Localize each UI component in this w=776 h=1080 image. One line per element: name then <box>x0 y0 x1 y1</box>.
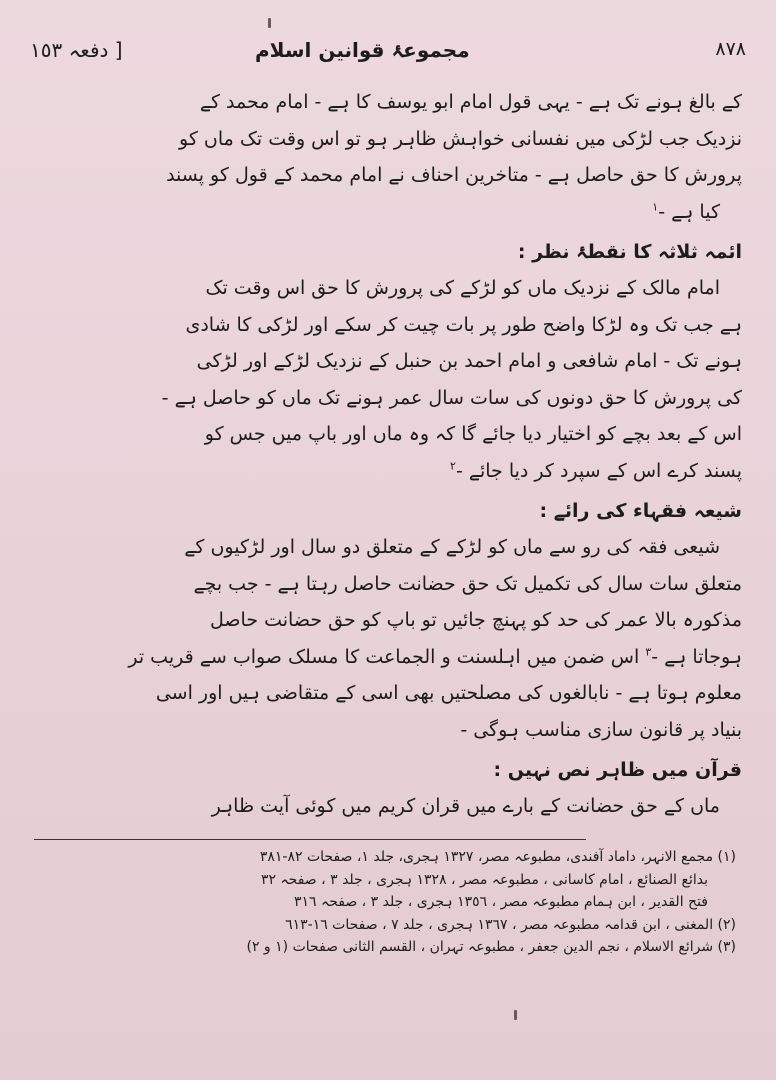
text-line: کی پرورش کا حق دونوں کی سات سال عمر ہونے تک ماں کو حاصل ہے - <box>161 386 742 409</box>
text-line: نزدیک جب لڑکی میں نفسانی خواہش ظاہر ہو تو اس وقت تک ماں کو <box>179 127 742 150</box>
text-line: ہے جب تک وہ لڑکا واضح طور پر بات چیت کر سکے اور لڑکی کا شادی <box>185 313 742 336</box>
footnote-2: (٢) المغنی ، ابن قدامہ مطبوعہ مصر ، ١٣٦٧ ہجری ، جلد ٧ ، صفحات ١٦-٦١٣ <box>285 916 736 933</box>
text-fragment: ہوجاتا ہے - <box>651 645 742 668</box>
heading-aimma-thalatha: ائمہ ثلاثہ کا نقطۂ نظر : <box>517 241 742 263</box>
footnote-ref-1: ١ <box>652 200 659 214</box>
text-line: کے بالغ ہونے تک ہے - یہی قول امام ابو یوسف کا ہے - امام محمد کے <box>199 91 742 113</box>
text-line: ماں کے حق حضانت کے بارے میں قران کریم میں کوئی آیت ظاہر <box>211 795 720 817</box>
footnote-1-continued: فتح القدیر ، ابن ہمام مطبوعہ مصر ، ١٣٥٦ ہجری ، جلد ٣ ، صفحہ ٣١٦ <box>294 894 708 910</box>
footnote-ref-2: ٢ <box>450 459 456 473</box>
text-line: متعلق سات سال کی تکمیل تک حق حضانت حاصل رہتا ہے - جب بچے <box>193 572 742 595</box>
text-line <box>34 194 742 231</box>
print-speck <box>268 18 271 28</box>
text-line: اس کے بعد بچے کو اختیار دیا جائے گا کہ وہ ماں اور باپ میں جس کو <box>204 423 742 445</box>
text-fragment: پسند کرے اس کے سپرد کر دیا جائے - <box>455 459 742 482</box>
text-line: معلوم ہوتا ہے - نابالغوں کی مصلحتیں بھی اسی کے متقاضی ہیں اور اسی <box>155 682 742 704</box>
text-line: امام مالک کے نزدیک ماں کو لڑکے کی پرورش کا حق اس وقت تک <box>205 277 720 299</box>
body-text <box>34 84 742 825</box>
text-fragment: کیا ہے - <box>658 200 720 223</box>
text-fragment: اس ضمن میں اہلسنت و الجماعت کا مسلک صواب سے قریب تر <box>128 645 640 668</box>
text-line <box>34 639 742 676</box>
text-line: ہونے تک - امام شافعی و امام احمد بن حنبل کے نزدیک لڑکے اور لڑکی <box>196 350 742 372</box>
paragraph-3 <box>34 529 742 748</box>
page-number: ٨٧٨ <box>715 38 746 60</box>
paragraph-2 <box>34 270 742 489</box>
footnote-ref-3: ٣ <box>645 645 652 659</box>
paragraph-4 <box>34 788 742 825</box>
footnote-divider <box>34 839 586 840</box>
book-title: مجموعۂ قوانین اسلام <box>255 38 470 62</box>
section-label: [ دفعہ ١٥٣ <box>30 38 123 62</box>
running-header <box>30 38 746 72</box>
footnotes <box>34 846 736 959</box>
heading-quran-nass: قرآن میں ظاہر نص نہیں : <box>493 759 742 781</box>
print-speck <box>514 1010 517 1020</box>
footnote-1-continued: بدائع الصنائع ، امام کاسانی ، مطبوعہ مصر ، ١٣٢٨ ہجری ، جلد ٣ ، صفحہ ٣٢ <box>260 871 708 888</box>
paragraph-1 <box>34 84 742 230</box>
text-line <box>34 453 742 490</box>
text-line: پرورش کا حق حاصل ہے - متاخرین احناف نے امام محمد کے قول کو پسند <box>166 164 742 186</box>
text-line: مذکورہ بالا عمر کی حد کو پہنچ جائیں تو باپ کو حق حضانت حاصل <box>210 609 742 631</box>
footnote-3: (٣) شرائع الاسلام ، نجم الدین جعفر ، مطبوعہ تہران ، القسم الثانی صفحات (١ و ٢) <box>246 939 736 955</box>
heading-shia-fuqaha: شیعہ فقہاء کی رائے : <box>539 500 742 522</box>
text-line: بنیاد پر قانون سازی مناسب ہوگی - <box>460 718 742 741</box>
text-line: شیعی فقہ کی رو سے ماں کو لڑکے کے متعلق دو سال اور لڑکیوں کے <box>184 536 720 558</box>
footnote-1: (١) مجمع الانہر، داماد آفندی، مطبوعہ مصر، ١٣٢٧ ہجری، جلد ١، صفحات ٨٢-٣٨١ <box>259 849 736 865</box>
